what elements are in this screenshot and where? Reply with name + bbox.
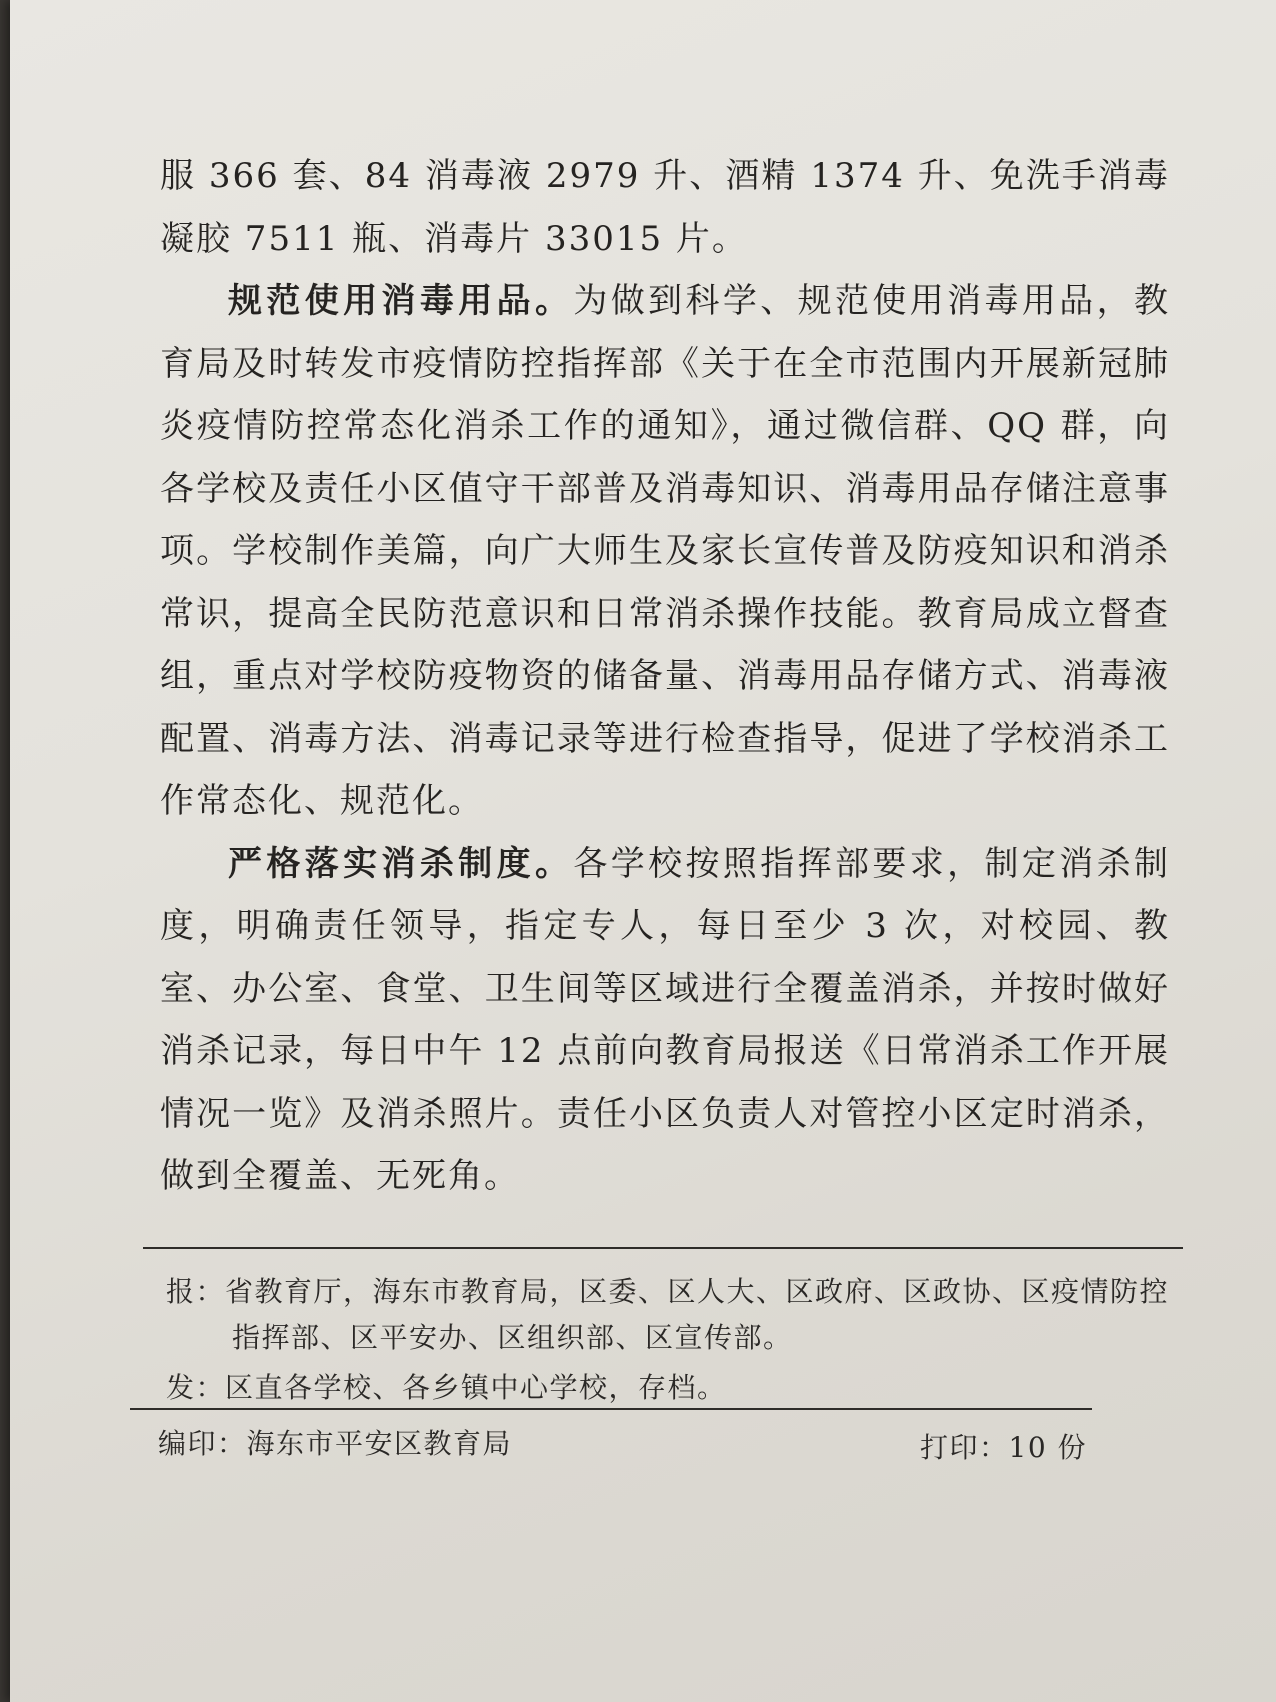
paragraph-supplies: 服 366 套、84 消毒液 2979 升、酒精 1374 升、免洗手消毒凝胶 7511 瓶、消毒片 33015 片。 xyxy=(160,156,1170,259)
document-page xyxy=(10,0,1276,1702)
report-recipients: 省教育厅，海东市教育局，区委、区人大、区政府、区政协、区疫情防控 xyxy=(225,1275,1170,1308)
paragraph-usage-heading: 规范使用消毒用品。 xyxy=(228,281,574,321)
copies-line xyxy=(920,1426,1087,1466)
send-recipients: 区直各学校、各乡镇中心学校，存档。 xyxy=(225,1371,727,1404)
copies-count: 10 份 xyxy=(1008,1431,1088,1464)
send-label: 发： xyxy=(166,1371,226,1404)
copies-label: 打印： xyxy=(920,1431,1009,1464)
report-line-1 xyxy=(166,1270,1169,1310)
paragraph-usage xyxy=(160,270,1170,833)
printer-label: 编印： xyxy=(158,1427,247,1460)
report-line-2: 指挥部、区平安办、区组织部、区宣传部。 xyxy=(232,1321,793,1354)
printer-name: 海东市平安区教育局 xyxy=(246,1427,513,1460)
distribution-bottom-rule xyxy=(130,1408,1092,1410)
report-label: 报： xyxy=(166,1275,226,1308)
printer-line xyxy=(158,1422,512,1462)
document-body xyxy=(160,145,1170,1208)
paragraph-system xyxy=(160,833,1170,1208)
distribution-top-rule xyxy=(143,1247,1183,1249)
paragraph-system-heading: 严格落实消杀制度。 xyxy=(228,843,574,884)
paragraph-system-text: 各学校按照指挥部要求，制定消杀制度，明确责任领导，指定专人，每日至少 3 次，对校园、教室、办公室、食堂、卫生间等区域进行全覆盖消杀，并按时做好消杀记录，每日中午 12 点前向教育局报送《日常消杀工作开展情况一览》及消杀照片。责任小区负责人对管控小区定时消杀，做到全覆盖、无死角。 xyxy=(160,843,1170,1196)
paragraph-usage-text: 为做到科学、规范使用消毒用品，教育局及时转发市疫情防控指挥部《关于在全市范围内开展新冠肺炎疫情防控常态化消杀工作的通知》，通过微信群、QQ 群，向各学校及责任小区值守干部普及消毒知识、消毒用品存储注意事项。学校制作美篇，向广大师生及家长宣传普及防疫知识和消杀常识，提高全民防范意识和日常消杀操作技能。教育局成立督查组，重点对学校防疫物资的储备量、消毒用品存储方式、消毒液配置、消毒方法、消毒记录等进行检查指导，促进了学校消杀工作常态化、规范化。 xyxy=(160,281,1170,821)
send-line xyxy=(166,1366,727,1406)
